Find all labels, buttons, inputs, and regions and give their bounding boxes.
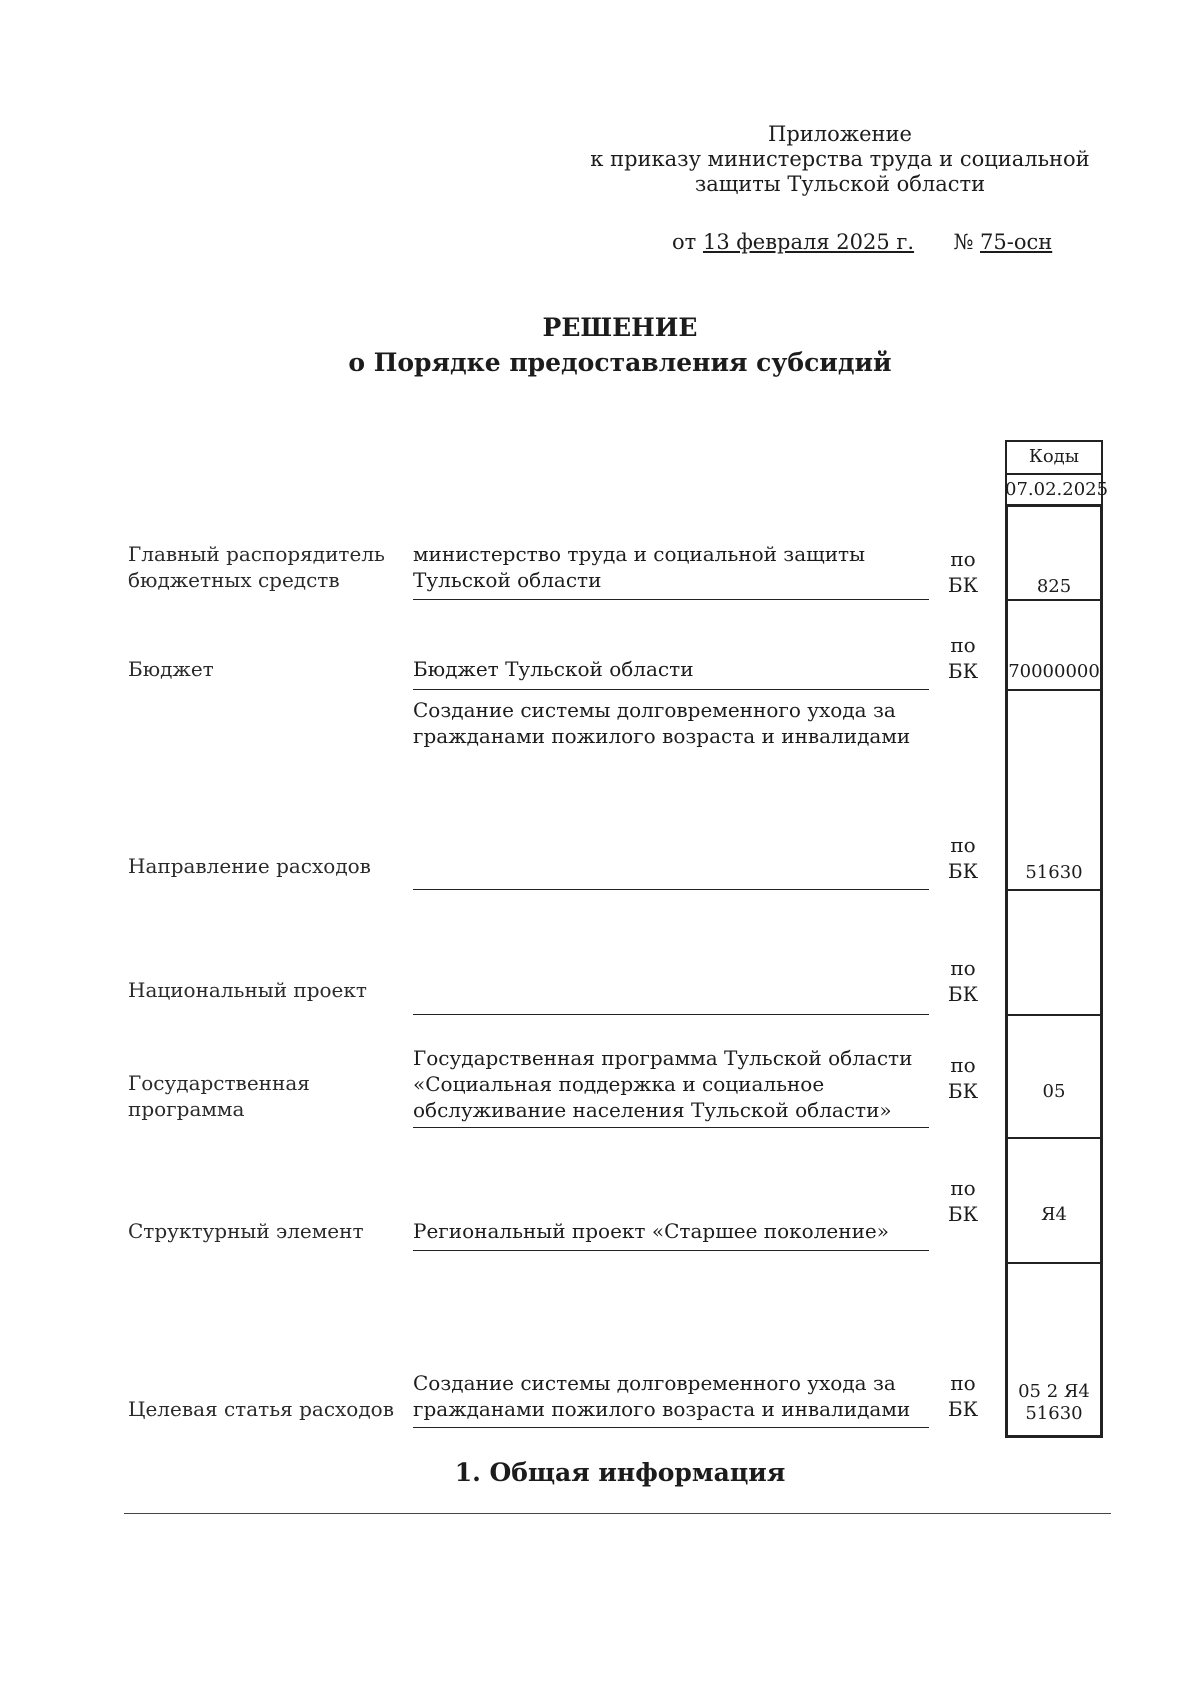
order-prefix: от xyxy=(672,230,697,254)
codes-header: Коды xyxy=(1028,446,1080,467)
code-state-program: 05 xyxy=(1042,1081,1066,1102)
row-label-budget: Бюджет xyxy=(128,657,214,681)
value-underline xyxy=(413,1250,929,1251)
po-bk-label: по БК xyxy=(947,833,979,883)
value-underline xyxy=(413,1127,929,1128)
row-label-chief-manager: Главный распорядитель бюджетных средств xyxy=(128,542,385,592)
code-expense-direction: 51630 xyxy=(1025,862,1083,883)
codes-column xyxy=(1005,504,1103,1438)
document-subtitle: о Порядке предоставления субсидий xyxy=(348,348,892,377)
row-label-target-article: Целевая статья расходов xyxy=(128,1397,394,1421)
row-value-budget: Бюджет Тульской области xyxy=(413,657,694,681)
appendix-block xyxy=(560,122,1120,197)
value-underline xyxy=(413,689,929,690)
codes-separator xyxy=(1005,599,1103,601)
order-date-number xyxy=(672,230,1052,254)
po-bk-label: по БК xyxy=(947,1053,979,1103)
row-label-state-program: Государственная программа xyxy=(128,1071,310,1121)
row-value-structural-element: Региональный проект «Старшее поколение» xyxy=(413,1219,889,1243)
document-title: РЕШЕНИЕ xyxy=(542,313,698,342)
row-label-expense-direction: Направление расходов xyxy=(128,854,371,878)
po-bk-label: по БК xyxy=(947,547,979,597)
codes-separator xyxy=(1005,689,1103,691)
po-bk-label: по БК xyxy=(947,633,979,683)
appendix-title: Приложение xyxy=(768,122,912,146)
row-label-structural-element: Структурный элемент xyxy=(128,1219,364,1243)
row-value-expense-direction: Создание системы долговременного ухода за гражданами пожилого возраста и инвалидами xyxy=(413,698,911,748)
row-value-state-program: Государственная программа Тульской области «Социальная поддержка и социальное обслуживание населения Тульской области» xyxy=(413,1046,913,1122)
po-bk-label: по БК xyxy=(947,956,979,1006)
po-bk-label: по БК xyxy=(947,1371,979,1421)
codes-separator xyxy=(1005,889,1103,891)
codes-separator xyxy=(1005,1262,1103,1264)
value-underline xyxy=(413,599,929,600)
order-number-prefix: № xyxy=(953,230,974,254)
value-underline xyxy=(413,1014,929,1015)
codes-date: 07.02.2025 xyxy=(1005,479,1109,500)
row-label-national-project: Национальный проект xyxy=(128,978,367,1002)
value-underline xyxy=(413,889,929,890)
order-number: 75-осн xyxy=(980,230,1053,254)
appendix-ministry: защиты Тульской области xyxy=(694,172,986,196)
codes-separator xyxy=(1005,1014,1103,1016)
value-underline xyxy=(413,1427,929,1428)
codes-separator xyxy=(1005,1137,1103,1139)
code-structural-element: Я4 xyxy=(1041,1204,1067,1225)
code-chief-manager: 825 xyxy=(1036,576,1072,597)
appendix-order-ref: к приказу министерства труда и социальной xyxy=(590,147,1090,171)
code-budget: 70000000 xyxy=(1008,661,1100,682)
row-value-target-article: Создание системы долговременного ухода за гражданами пожилого возраста и инвалидами xyxy=(413,1371,911,1421)
order-date: 13 февраля 2025 г. xyxy=(702,230,915,254)
code-target-article: 05 2 Я4 51630 xyxy=(1018,1381,1090,1424)
po-bk-label: по БК xyxy=(947,1176,979,1226)
row-value-chief-manager: министерство труда и социальной защиты Тульской области xyxy=(413,542,866,592)
section-title-general-info: 1. Общая информация xyxy=(454,1458,786,1487)
section-rule xyxy=(124,1513,1111,1514)
